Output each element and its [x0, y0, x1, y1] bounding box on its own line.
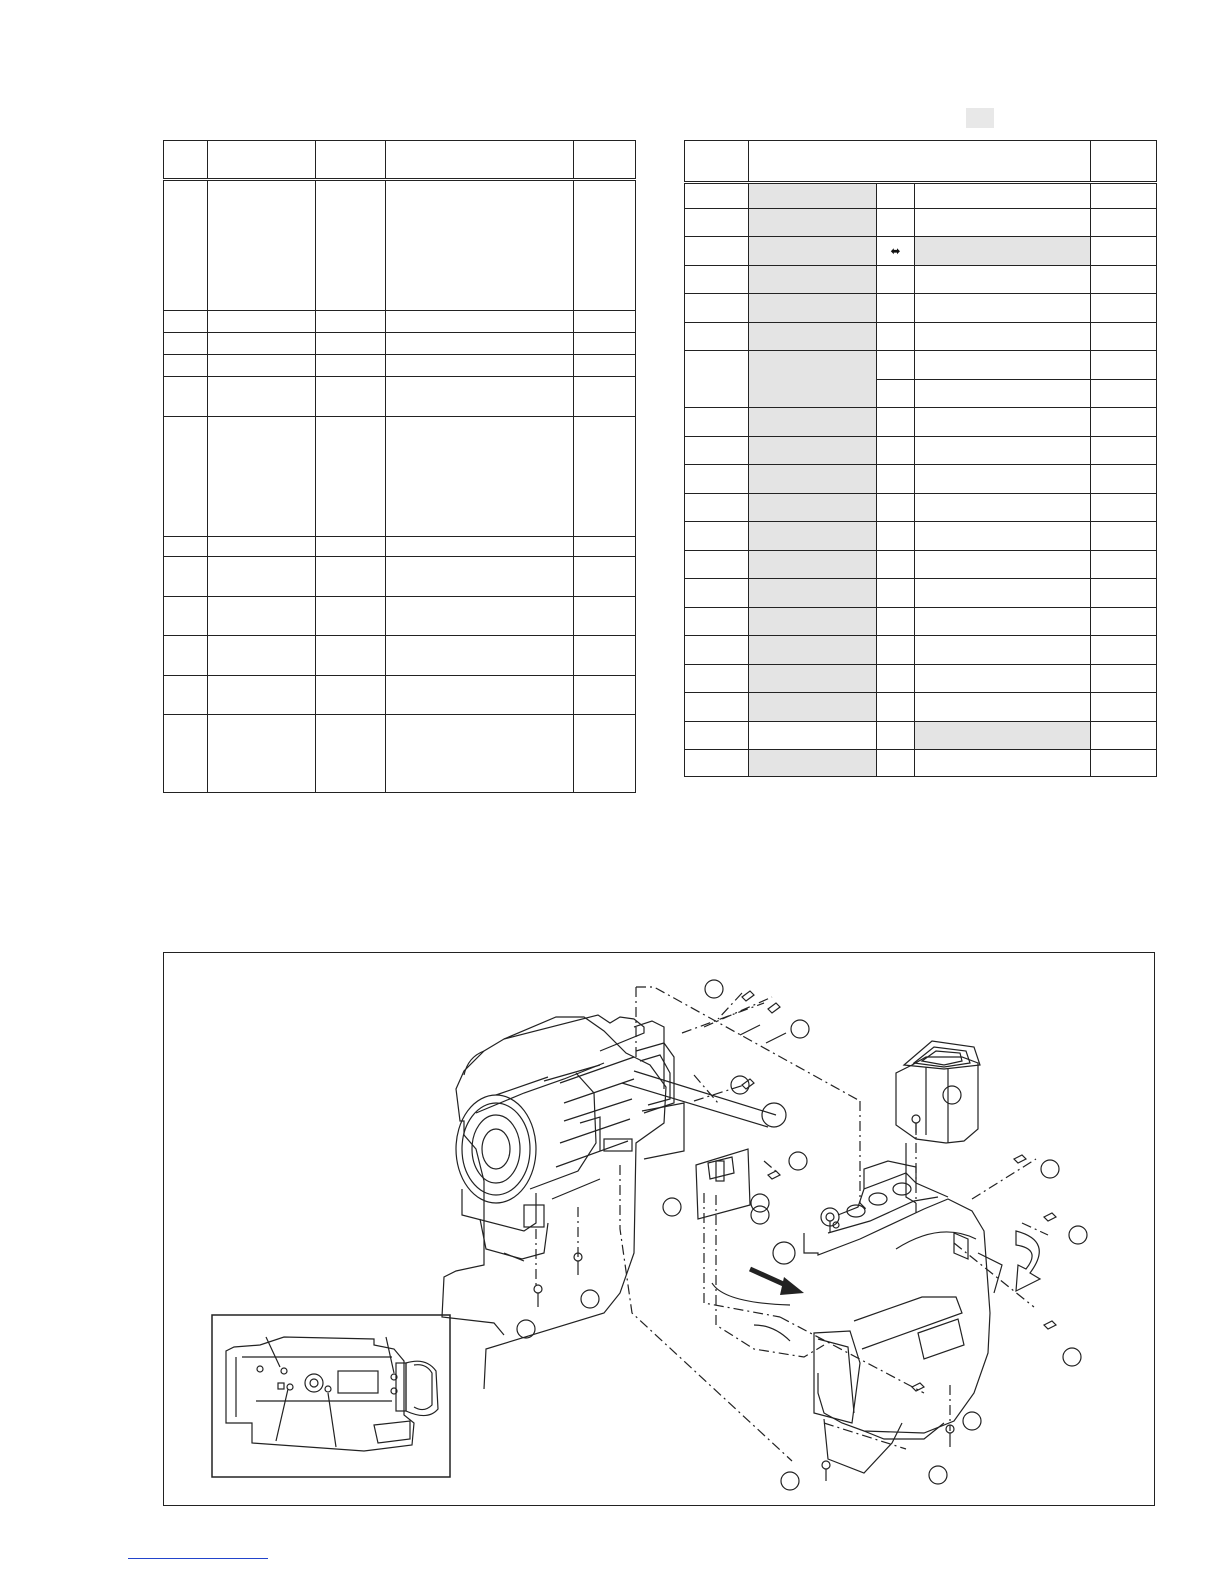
table-row — [685, 465, 1157, 494]
table-row — [685, 608, 1157, 636]
table-row — [164, 311, 636, 333]
table-row — [164, 417, 636, 537]
table-row — [685, 408, 1157, 437]
table-row — [164, 333, 636, 355]
right-parts-table — [684, 140, 1157, 777]
table-row — [685, 494, 1157, 522]
table-row — [685, 693, 1157, 722]
table-row — [685, 437, 1157, 465]
swap-arrow-icon: ⬌ — [877, 237, 915, 266]
table-row — [685, 237, 1157, 266]
viewfinder-assembly — [896, 1041, 980, 1203]
table-row — [164, 676, 636, 715]
table-row — [164, 636, 636, 676]
table-row — [685, 294, 1157, 323]
arrow-head-icon — [780, 1277, 804, 1295]
table-header-row — [164, 141, 636, 180]
assembly-leader-lines — [536, 987, 1048, 1461]
table-row — [685, 722, 1157, 750]
table-row — [164, 180, 636, 311]
table-row — [685, 323, 1157, 351]
table-row — [164, 377, 636, 417]
table-row — [164, 355, 636, 377]
table-row — [164, 597, 636, 636]
shaded-marker-box — [966, 108, 994, 128]
camera-front-assembly — [442, 1015, 684, 1389]
disassembly-diagram — [163, 952, 1155, 1506]
table-row — [685, 579, 1157, 608]
table-row — [685, 665, 1157, 693]
table-header-row — [685, 141, 1157, 183]
table-row — [685, 183, 1157, 209]
table-row — [685, 209, 1157, 237]
footer-rule — [128, 1558, 268, 1559]
table-row — [685, 636, 1157, 665]
disassembly-illustration — [164, 953, 1156, 1507]
table-row — [164, 715, 636, 793]
inset-bottom-view — [212, 1315, 450, 1477]
table-row — [685, 750, 1157, 777]
table-row — [164, 537, 636, 557]
left-parts-table — [163, 140, 636, 793]
table-row — [685, 522, 1157, 551]
table-row — [685, 266, 1157, 294]
table-row — [685, 551, 1157, 579]
inset-camera-body — [226, 1337, 438, 1451]
rotate-arrow-icon — [1016, 1231, 1040, 1291]
callout-circles — [517, 980, 1087, 1490]
table-row — [164, 557, 636, 597]
table-row — [685, 351, 1157, 380]
